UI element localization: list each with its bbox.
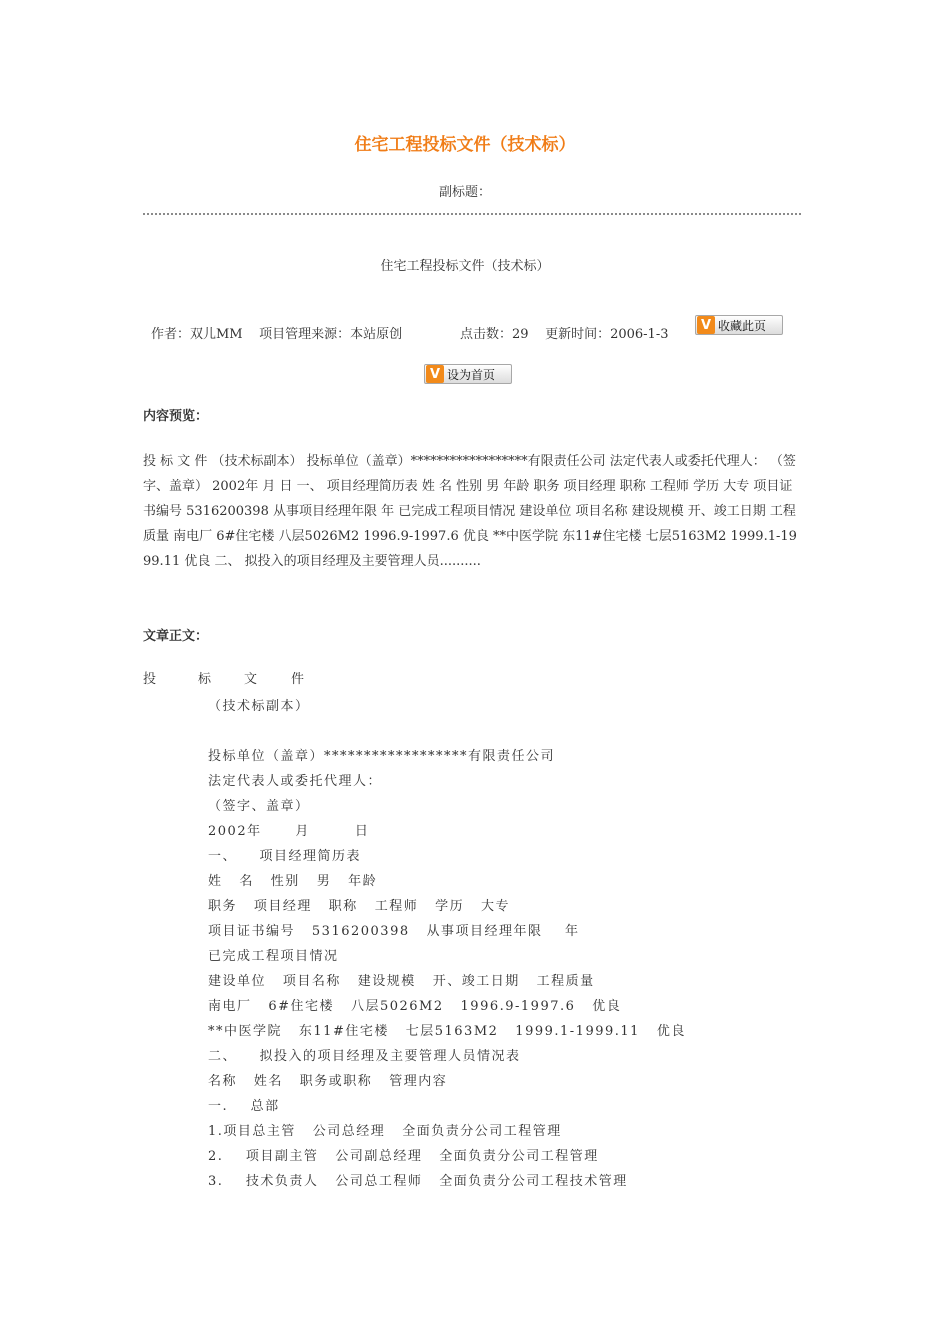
favorite-button-label: 收藏此页 bbox=[718, 318, 767, 333]
body-line: 一. 总部 bbox=[208, 1099, 280, 1114]
preview-label: 内容预览： bbox=[143, 409, 209, 424]
preview-text: 投 标 文 件 （技术标副本） 投标单位（盖章）******************有限责任公司 法定代表人或委托代理人： （签字、盖章） 2002年 月 日 一、 项目经理简历表 姓 名 性别 男 年龄 职务 项目经理 职称 工程师 学历 大专 项目证书编号 5316200398 从事项目经理年限 年 已完成工程项目情况 建设单位 项目名称 建设规模 开、竣工日期 工程质量 南电厂 6#住宅楼 八层5026M2 1996.9-1997.6 优良 **中医学院 东11#住宅楼 七层5163M2 1999.1-1999.11 优良 二、 拟投入的项目经理及主要管理人员.......... bbox=[143, 454, 797, 569]
favorite-button[interactable] bbox=[695, 315, 783, 335]
body-line: 2002年 月 日 bbox=[208, 824, 370, 839]
body-line: 项目证书编号 5316200398 从事项目经理年限 年 bbox=[208, 924, 580, 939]
body-line: （技术标副本） bbox=[208, 699, 310, 714]
heading-char: 标 bbox=[198, 672, 212, 687]
subtitle: 副标题： bbox=[438, 185, 491, 200]
heading-char: 文 bbox=[244, 672, 258, 687]
set-homepage-button-label: 设为首页 bbox=[447, 367, 496, 382]
body-line: 法定代表人或委托代理人： bbox=[208, 774, 383, 789]
body-line: 二、 拟投入的项目经理及主要管理人员情况表 bbox=[208, 1049, 521, 1064]
body-line: 3. 技术负责人 公司总工程师 全面负责分公司工程技术管理 bbox=[208, 1174, 628, 1189]
body-label: 文章正文： bbox=[143, 629, 209, 644]
body-line bbox=[208, 719, 686, 744]
heading-char: 投 bbox=[143, 672, 157, 687]
body-line: 2. 项目副主管 公司副总经理 全面负责分公司工程管理 bbox=[208, 1149, 599, 1164]
page-title: 住宅工程投标文件（技术标） bbox=[354, 135, 576, 155]
article-body bbox=[208, 694, 686, 1194]
v-logo-icon: V bbox=[426, 365, 444, 383]
heading-char: 件 bbox=[291, 672, 305, 687]
body-line: **中医学院 东11#住宅楼 七层5163M2 1999.1-1999.11 优良 bbox=[208, 1024, 686, 1039]
v-logo-icon: V bbox=[697, 316, 715, 334]
article-meta: 作者：双儿MM 项目管理来源：本站原创 点击数：29 更新时间：2006-1-3 bbox=[151, 327, 669, 342]
dotted-divider bbox=[143, 213, 801, 215]
body-line: （签字、盖章） bbox=[208, 799, 310, 814]
body-line: 已完成工程项目情况 bbox=[208, 949, 339, 964]
body-line: 一、 项目经理简历表 bbox=[208, 849, 362, 864]
body-line: 南电厂 6#住宅楼 八层5026M2 1996.9-1997.6 优良 bbox=[208, 999, 622, 1014]
set-homepage-button[interactable] bbox=[424, 364, 512, 384]
body-line: 投标单位（盖章）******************有限责任公司 bbox=[208, 749, 556, 764]
body-line: 姓 名 性别 男 年龄 bbox=[208, 874, 378, 889]
body-line: 名称 姓名 职务或职称 管理内容 bbox=[208, 1074, 448, 1089]
document-heading bbox=[143, 668, 304, 687]
body-line: 建设单位 项目名称 建设规模 开、竣工日期 工程质量 bbox=[208, 974, 595, 989]
body-line: 1.项目总主管 公司总经理 全面负责分公司工程管理 bbox=[208, 1124, 562, 1139]
inner-title: 住宅工程投标文件（技术标） bbox=[380, 259, 550, 274]
body-line: 职务 项目经理 职称 工程师 学历 大专 bbox=[208, 899, 510, 914]
